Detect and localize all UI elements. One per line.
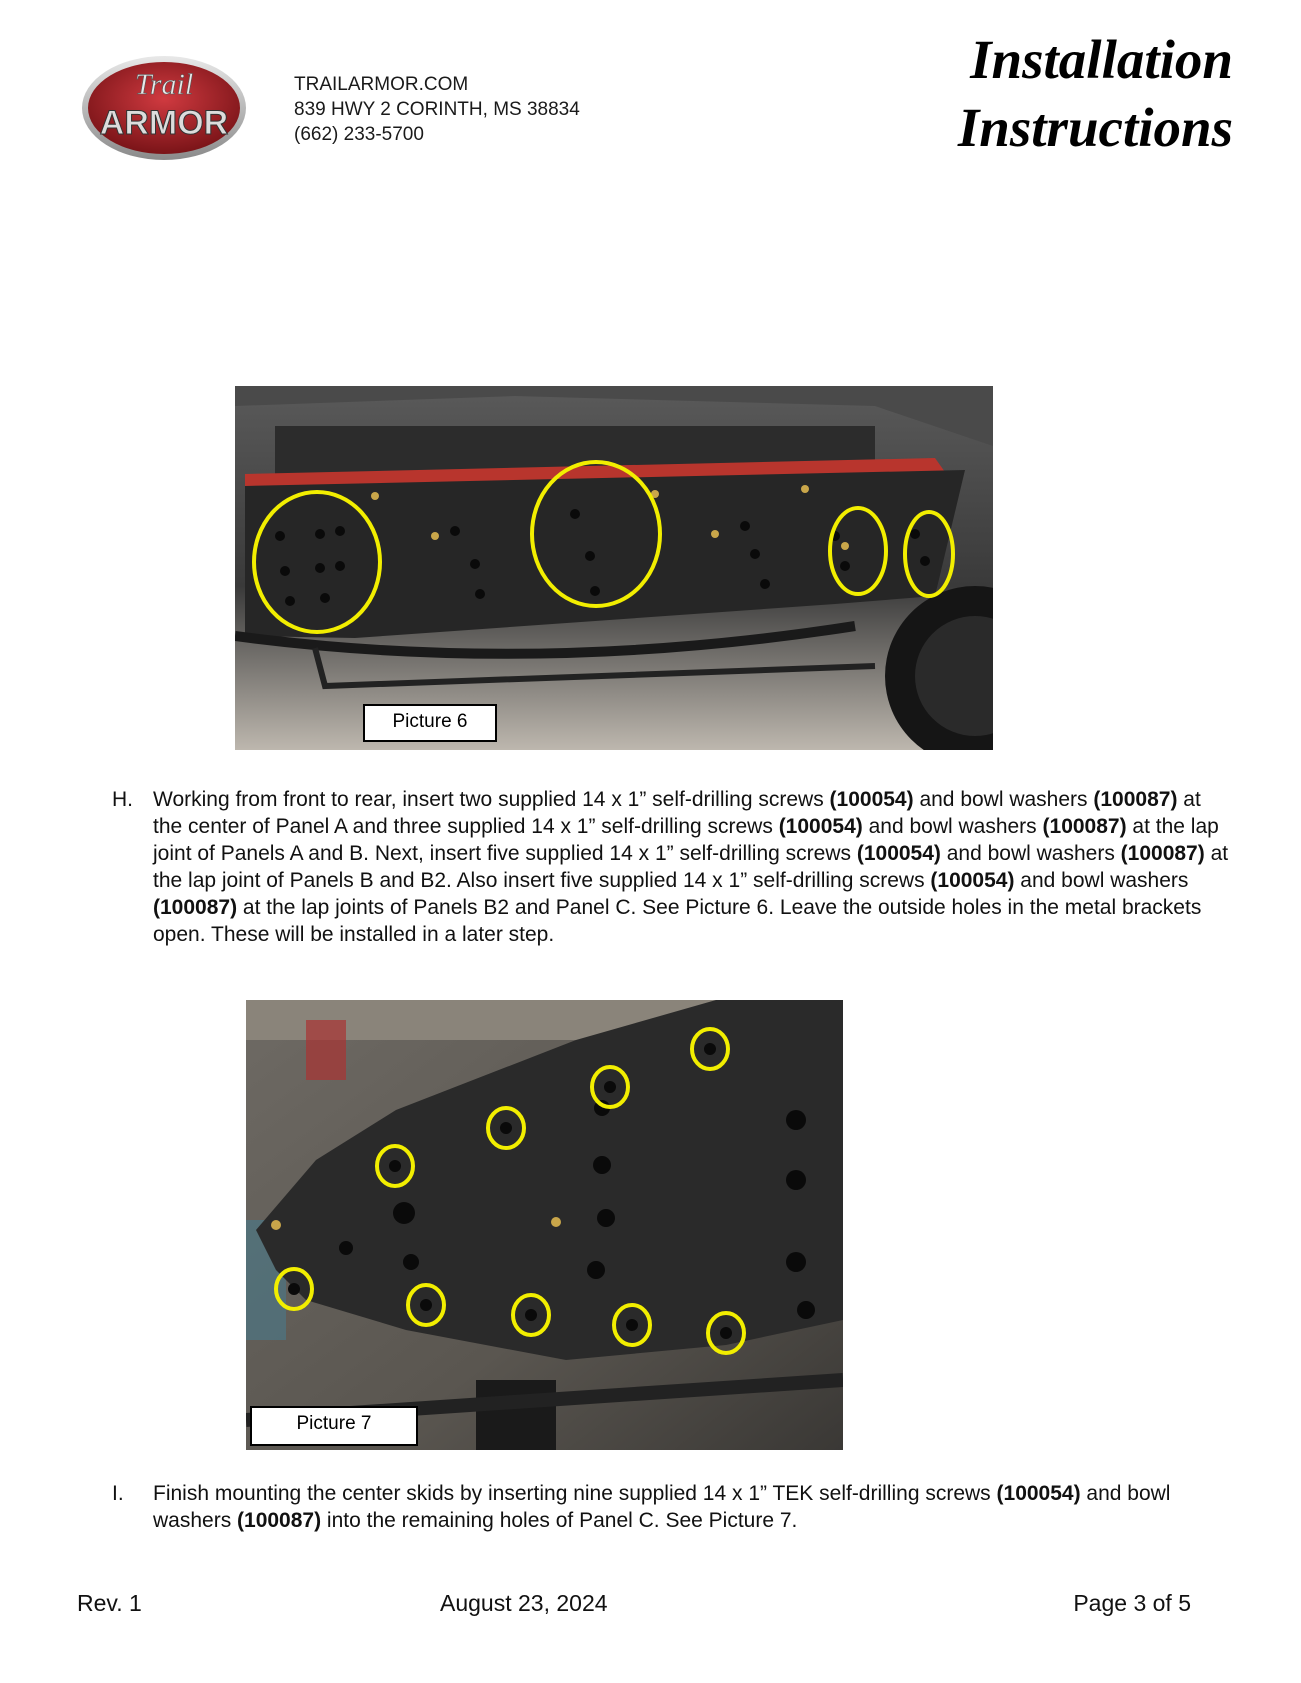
footer-date: August 23, 2024: [440, 1590, 608, 1616]
part-number: (100087): [237, 1509, 322, 1532]
picture-7-photo: [246, 1000, 843, 1450]
step-h-text-6: and bowl washers: [940, 842, 1121, 865]
page-title: [958, 26, 1233, 162]
company-address: 839 HWY 2 CORINTH, MS 38834: [294, 99, 580, 120]
step-h-text-9: at the lap joints of Panels B2 and Panel C. See Picture 6. Leave the outside holes in the metal brackets open. These will be installed in a later step.: [153, 896, 1202, 946]
part-number: (100087): [1042, 815, 1127, 838]
part-number: (100054): [856, 842, 941, 865]
picture-6-photo: [235, 386, 993, 750]
step-h-text-1: Working from front to rear, insert two supplied 14 x 1” self-drilling screws: [153, 788, 830, 811]
step-i-text-2: and bowl washers: [153, 1482, 1171, 1532]
step-h-text-8: and bowl washers: [1014, 869, 1189, 892]
part-number: (100054): [778, 815, 863, 838]
step-h-text-5: at the lap joint of Panels A and B. Next, insert five supplied 14 x 1” self-drilling screws: [153, 815, 1219, 865]
step-i-text-1: Finish mounting the center skids by inserting nine supplied 14 x 1” TEK self-drilling screws: [153, 1482, 997, 1505]
step-h-text-3: at the center of Panel A and three supplied 14 x 1” self-drilling screws: [153, 788, 1201, 838]
part-number: (100087): [1093, 788, 1178, 811]
step-i: [112, 1480, 1232, 1534]
step-i-text-3: into the remaining holes of Panel C. See Picture 7.: [321, 1509, 798, 1532]
part-number: (100087): [153, 896, 238, 919]
step-i-marker: I.: [112, 1482, 124, 1505]
step-h-text-2: and bowl washers: [913, 788, 1094, 811]
part-number: (100054): [996, 1482, 1081, 1505]
part-number: (100054): [829, 788, 914, 811]
part-number: (100054): [930, 869, 1015, 892]
picture-6-caption: Picture 6: [363, 704, 497, 742]
step-h-text-4: and bowl washers: [862, 815, 1043, 838]
title-line-2: Instructions: [957, 97, 1233, 158]
logo-text-bottom: ARMOR: [99, 104, 229, 142]
step-h: [112, 786, 1232, 948]
picture-7-caption: Picture 7: [250, 1406, 418, 1446]
footer-revision: Rev. 1: [77, 1590, 142, 1616]
title-line-1: Installation: [970, 29, 1233, 90]
part-number: (100087): [1120, 842, 1205, 865]
company-phone: (662) 233-5700: [294, 124, 424, 145]
step-h-text: [153, 786, 1232, 948]
step-h-marker: H.: [112, 788, 133, 811]
trail-armor-logo: [80, 52, 250, 172]
logo-text-top: Trail: [134, 68, 194, 101]
company-website: TRAILARMOR.COM: [294, 74, 469, 95]
footer-page-number: Page 3 of 5: [1073, 1590, 1191, 1616]
step-i-text: [153, 1480, 1232, 1534]
step-h-text-7: at the lap joint of Panels B and B2. Also insert five supplied 14 x 1” self-drilling screws: [153, 842, 1229, 892]
